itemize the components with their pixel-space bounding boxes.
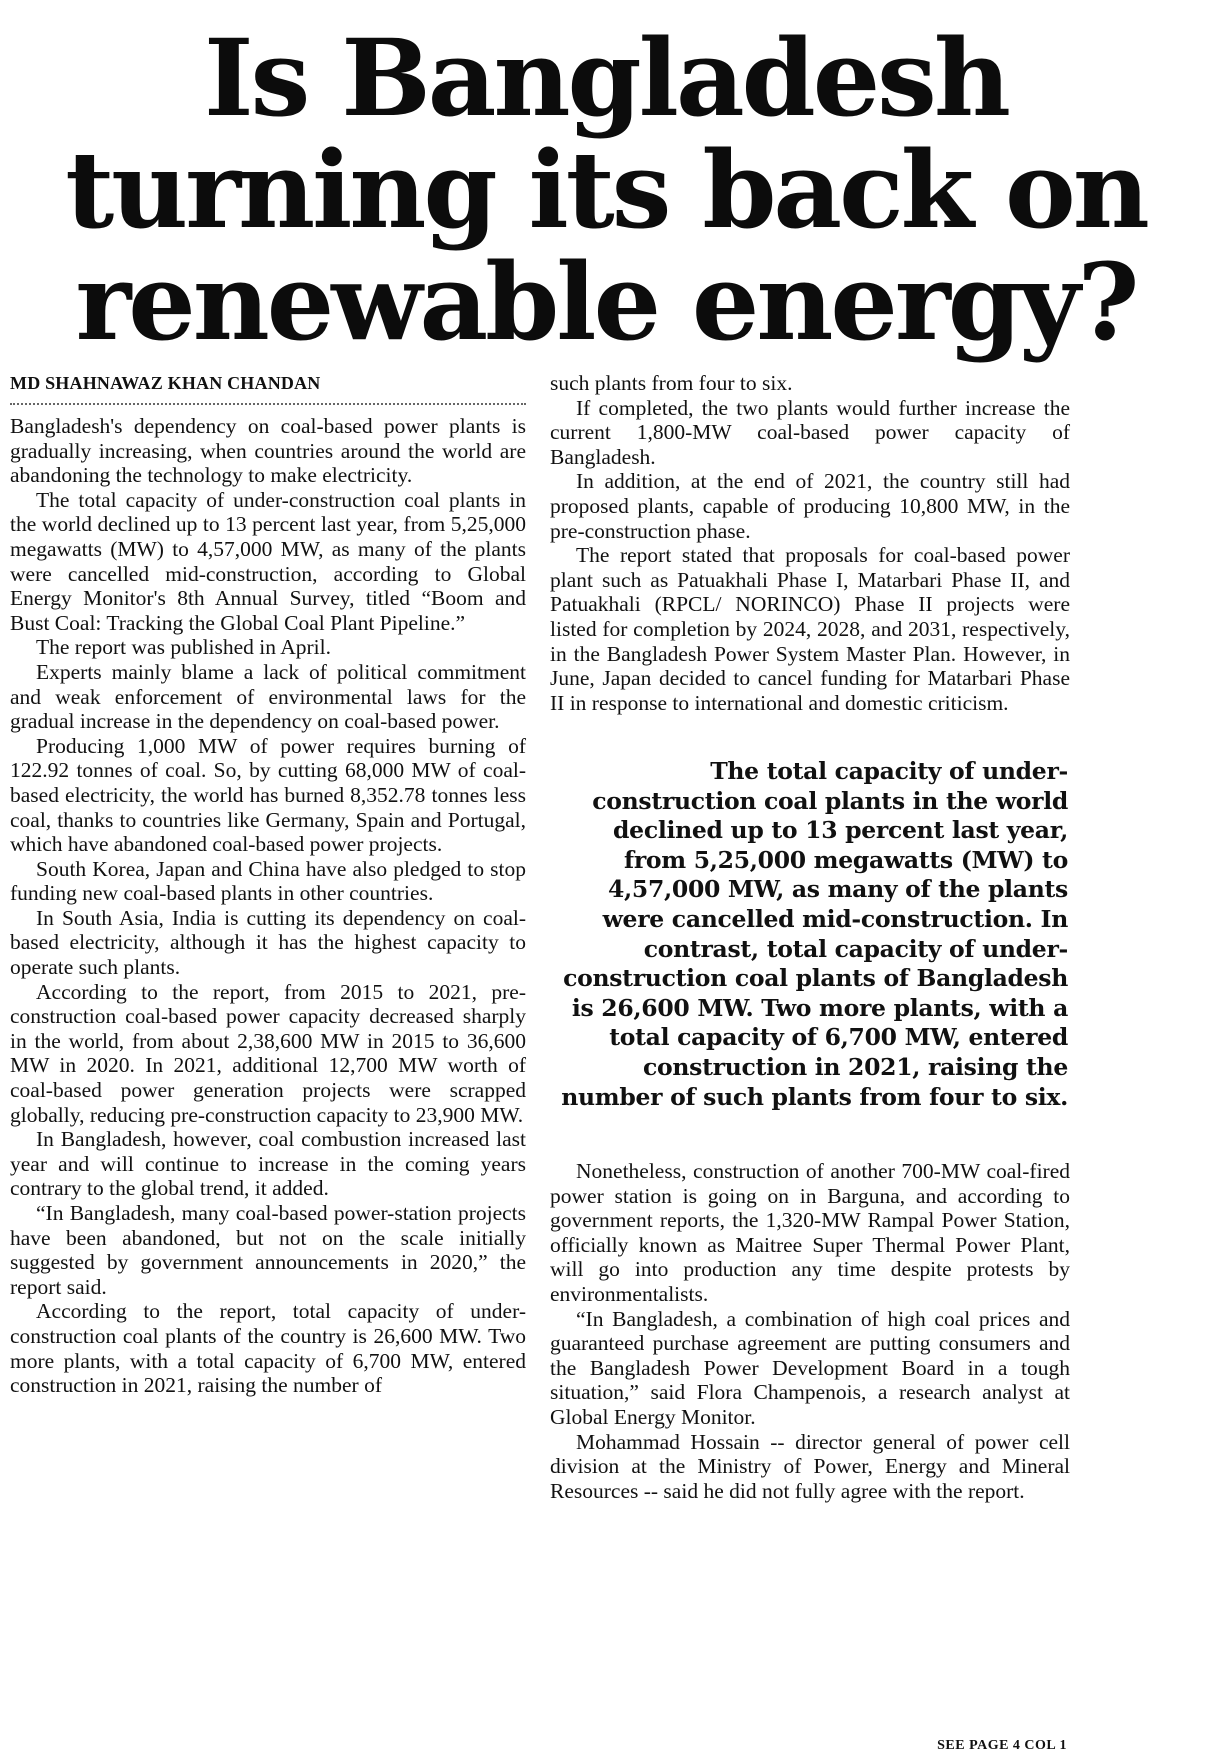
paragraph: In addition, at the end of 2021, the country still had proposed plants, capable of producing 10,800 MW, in the pre-construction phase.	[550, 469, 1070, 543]
paragraph: The total capacity of under-construction coal plants in the world declined up to 13 percent last year, from 5,25,000 megawatts (MW) to 4,57,000 MW, as many of the plants were cancelled mid-construction, according to Global Energy Monitor's 8th Annual Survey, titled “Boom and Bust Coal: Tracking the Global Coal Plant Pipeline.”	[10, 487, 526, 635]
headline: Is Bangladesh turning its back on renewable energy?	[65, 15, 1147, 364]
paragraph: such plants from four to six.	[550, 371, 793, 395]
paragraph: Bangladesh's dependency on coal-based power plants is gradually increasing, when countries around the world are abandoning the technology to make electricity.	[10, 414, 526, 488]
paragraph: The report was published in April.	[36, 635, 331, 660]
paragraph: Producing 1,000 MW of power requires burning of 122.92 tonnes of coal. So, by cutting 68,000 MW of coal-based electricity, the world has burned 8,352.78 tonnes less coal, thanks to countries like Germany, Spain and Portugal, which have abandoned coal-based power projects.	[10, 733, 526, 857]
article-column-right-bottom	[550, 1159, 1070, 1503]
continuation-note: SEE PAGE 4 COL 1	[937, 1738, 1067, 1753]
paragraph: According to the report, from 2015 to 2021, pre-construction coal-based power capacity decreased sharply in the world, from about 2,38,600 MW in 2015 to 36,600 MW in 2020. In 2021, additional 12,700 MW worth of coal-based power generation projects were scrapped globally, reducing pre-construction capacity to 23,900 MW.	[10, 979, 526, 1127]
article-column-left	[10, 371, 526, 1398]
paragraph: “In Bangladesh, many coal-based power-station projects have been abandoned, but not on the scale initially suggested by government announcements in 2020,” the report said.	[10, 1201, 526, 1299]
paragraph: Mohammad Hossain -- director general of power cell division at the Ministry of Power, Energy and Mineral Resources -- said he did not fully agree with the report.	[550, 1429, 1070, 1503]
paragraph: The report stated that proposals for coal-based power plant such as Patuakhali Phase I, Matarbari Phase II, and Patuakhali (RPCL/ NORINCO) Phase II projects were listed for completion by 2024, 2028, and 2031, respectively, in the Bangladesh Power System Master Plan. However, in June, Japan decided to cancel funding for Matarbari Phase II in response to international and domestic criticism.	[550, 543, 1070, 715]
paragraph: Experts mainly blame a lack of political commitment and weak enforcement of environmental laws for the gradual increase in the dependency on coal-based power.	[10, 659, 526, 734]
paragraph: In Bangladesh, however, coal combustion increased last year and will continue to increase in the coming years contrary to the global trend, it added.	[10, 1127, 526, 1201]
paragraph: Nonetheless, construction of another 700-MW coal-fired power station is going on in Barguna, and according to government reports, the 1,320-MW Rampal Power Station, officially known as Maitree Super Thermal Power Plant, will go into production any time despite protests by environmentalists.	[550, 1159, 1070, 1306]
paragraph: In South Asia, India is cutting its dependency on coal-based electricity, although it has the highest capacity to operate such plants.	[10, 905, 526, 980]
paragraph: If completed, the two plants would further increase the current 1,800-MW coal-based power capacity of Bangladesh.	[550, 395, 1070, 469]
paragraph: According to the report, total capacity of under-construction coal plants of the country is 26,600 MW. Two more plants, with a total capacity of 6,700 MW, entered construction in 2021, raising the number of	[10, 1299, 526, 1398]
article-column-right-top	[550, 371, 1070, 715]
paragraph: South Korea, Japan and China have also pledged to stop funding new coal-based plants in other countries.	[10, 856, 526, 906]
paragraph: “In Bangladesh, a combination of high coal prices and guaranteed purchase agreement are putting consumers and the Bangladesh Power Development Board in a tough situation,” said Flora Champenois, a research analyst at Global Energy Monitor.	[550, 1306, 1070, 1429]
byline: MD SHAHNAWAZ KHAN CHANDAN	[10, 371, 526, 405]
pull-quote: The total capacity of under-construction coal plants in the world declined up to 13 percent last year, from 5,25,000 megawatts (MW) to 4,57,000 MW, as many of the plants were cancelled mid-construction. In contrast, total capacity of under-construction coal plants of Bangladesh is 26,600 MW. Two more plants, with a total capacity of 6,700 MW, entered construction in 2021, raising the number of such plants from four to six.	[561, 757, 1068, 1111]
